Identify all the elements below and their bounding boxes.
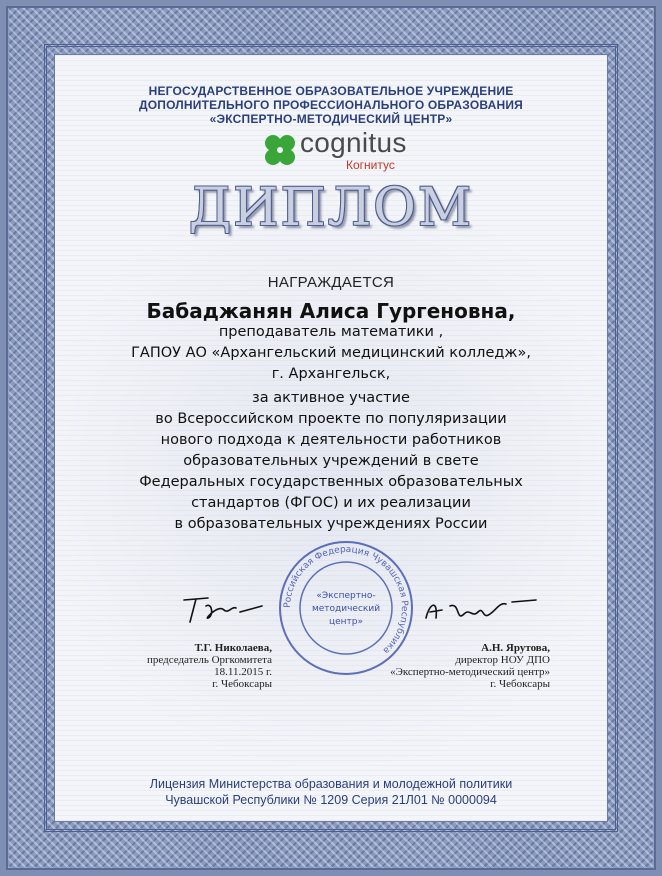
stamp-center-line: центр» [328,617,364,627]
logo-word: cognitus [300,127,407,158]
reason-line: Федеральных государственных образовательных [139,474,523,490]
left-signer [147,642,272,690]
left-signer-city: г. Чебоксары [212,678,272,690]
stamp-ring-text: Российская Федерация Чувашская Республика [282,544,410,656]
stamp-center-line: методический [311,604,381,614]
right-signer-org: «Экспертно-методический центр» [390,666,550,678]
reason-line: стандартов (ФГОС) и их реализации [191,495,471,511]
right-signer-role: директор НОУ ДПО [455,654,550,666]
four-leaf-clover-icon [262,132,298,168]
right-signer [360,642,550,690]
right-signature [420,592,540,628]
reason-line: в образовательных учреждениях России [174,516,488,532]
license-info [0,776,662,808]
left-signer-name: Т.Г. Николаева, [194,642,272,654]
right-signer-name: А.Н. Ярутова, [481,642,550,654]
recipient-institution: ГАПОУ АО «Архангельский медицинский колледж», [131,345,531,361]
reason-line: образовательных учреждений в свете [183,453,479,469]
recipient-city: г. Архангельск, [271,366,391,382]
recipient-details [0,322,662,385]
cognitus-logo [262,128,412,172]
left-signer-date: 18.11.2015 г. [214,666,272,678]
stamp-center-line: «Экспертно- [316,591,376,601]
reason-line: во Всероссийском проекте по популяризации [155,411,507,427]
left-signer-role: председатель Оргкомитета [146,654,272,666]
award-label: НАГРАЖДАЕТСЯ [267,274,395,291]
right-signer-city: г. Чебоксары [490,678,550,690]
left-signature [178,592,268,628]
organization-line-3: «ЭКСПЕРТНО-МЕТОДИЧЕСКИЙ ЦЕНТР» [209,112,453,126]
award-reason [0,388,662,535]
recipient-name: Бабаджанян Алиса Гургеновна, [146,299,516,323]
reason-line: за активное участие [252,390,410,406]
organization-line-1: НЕГОСУДАРСТВЕННОЕ ОБРАЗОВАТЕЛЬНОЕ УЧРЕЖДЕНИЕ [148,84,514,98]
logo-subtitle: Когнитус [346,158,395,172]
diploma-title: ДИПЛОМ [188,178,474,238]
license-line-1: Лицензия Министерства образования и молодежной политики [149,777,513,791]
organization-header [0,84,662,126]
reason-line: нового подхода к деятельности работников [160,432,502,448]
organization-line-2: ДОПОЛНИТЕЛЬНОГО ПРОФЕССИОНАЛЬНОГО ОБРАЗОВАНИЯ [138,98,524,112]
recipient-position: преподаватель математики , [218,324,444,340]
license-line-2: Чувашской Республики № 1209 Серия 21Л01 № 0000094 [165,793,497,807]
